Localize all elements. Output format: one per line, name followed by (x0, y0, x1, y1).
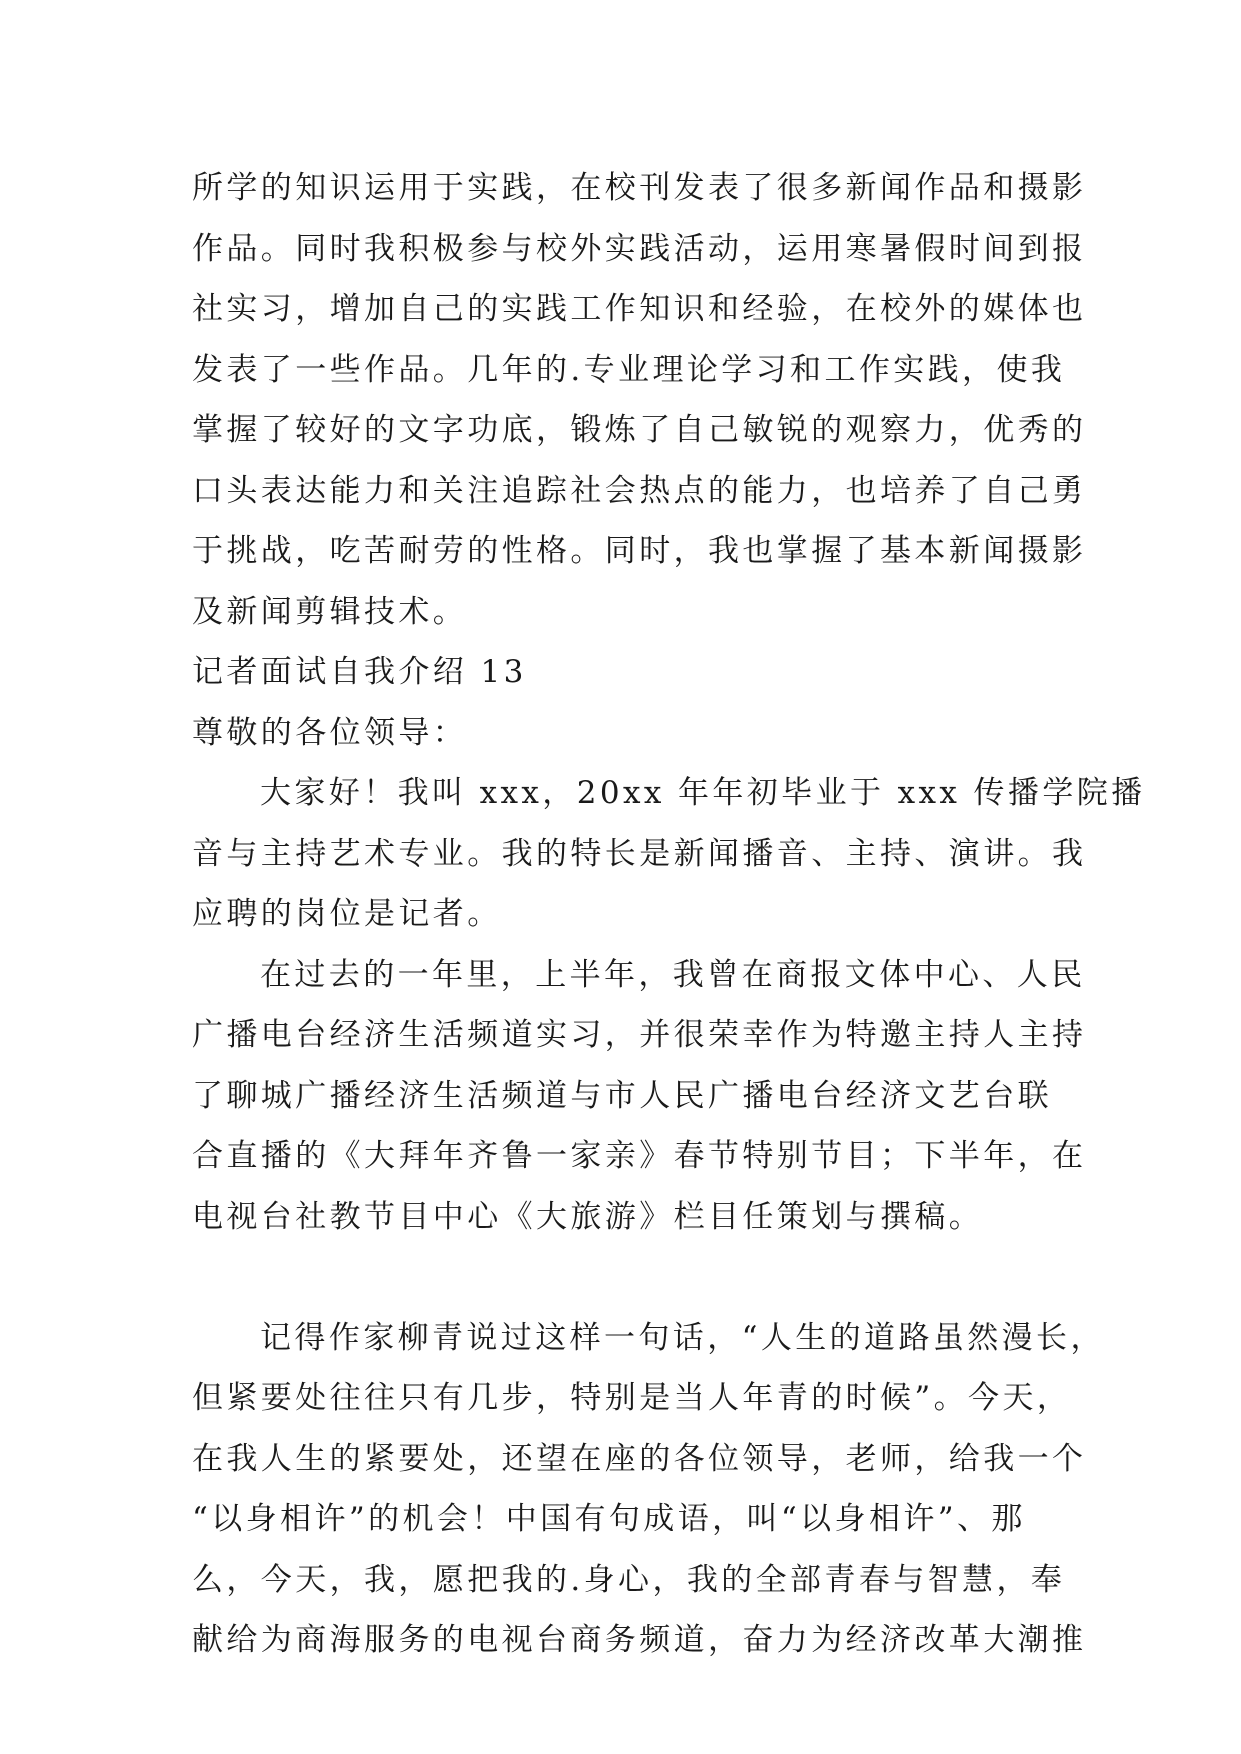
document-body (192, 158, 1146, 1671)
text-line: 记得作家柳青说过这样一句话，“人生的道路虽然漫长， (260, 1319, 1105, 1356)
text-line: “以身相许”的机会！中国有句成语，叫“以身相许”、那 (192, 1501, 1026, 1537)
text-line: 于挑战，吃苦耐劳的性格。同时，我也掌握了基本新闻摄影 (192, 533, 1087, 569)
text-line: 献给为商海服务的电视台商务频道，奋力为经济改革大潮推 (192, 1622, 1087, 1658)
text-line: 口头表达能力和关注追踪社会热点的能力，也培养了自己勇 (192, 472, 1087, 509)
text-line: 在过去的一年里，上半年，我曾在商报文体中心、人民 (260, 956, 1086, 993)
text-line: 作品。同时我积极参与校外实践活动，运用寒暑假时间到报 (192, 230, 1087, 267)
text-line: 社实习，增加自己的实践工作知识和经验，在校外的媒体也 (192, 291, 1087, 327)
text-line: 音与主持艺术专业。我的特长是新闻播音、主持、演讲。我 (192, 835, 1087, 872)
text-line: 发表了一些作品。几年的.专业理论学习和工作实践，使我 (192, 351, 1066, 388)
text-line: 应聘的岗位是记者。 (192, 896, 502, 932)
text-line: 在我人生的紧要处，还望在座的各位领导，老师，给我一个 (192, 1440, 1087, 1477)
salutation: 尊敬的各位领导： (192, 714, 468, 751)
text-line: 广播电台经济生活频道实习，并很荣幸作为特邀主持人主持 (192, 1017, 1087, 1053)
text-line: 合直播的《大拜年齐鲁一家亲》春节特别节目；下半年，在 (192, 1138, 1087, 1174)
text-line: 了聊城广播经济生活频道与市人民广播电台经济文艺台联 (192, 1077, 1052, 1114)
text-line: 掌握了较好的文字功底，锻炼了自己敏锐的观察力，优秀的 (192, 412, 1087, 448)
text-line: 及新闻剪辑技术。 (192, 593, 468, 630)
text-line: 所学的知识运用于实践，在校刊发表了很多新闻作品和摄影 (192, 170, 1087, 206)
text-line: 大家好！我叫 xxx，20xx 年年初毕业于 xxx 传播学院播 (260, 775, 1146, 811)
text-line: 电视台社教节目中心《大旅游》栏目任策划与撰稿。 (192, 1198, 984, 1235)
section-heading: 记者面试自我介绍 13 (192, 654, 527, 690)
text-line: 么，今天，我，愿把我的.身心，我的全部青春与智慧，奉 (192, 1561, 1066, 1598)
blank-line (192, 1247, 1052, 1308)
text-line: 但紧要处往往只有几步，特别是当人年青的时候”。今天， (192, 1380, 1072, 1416)
